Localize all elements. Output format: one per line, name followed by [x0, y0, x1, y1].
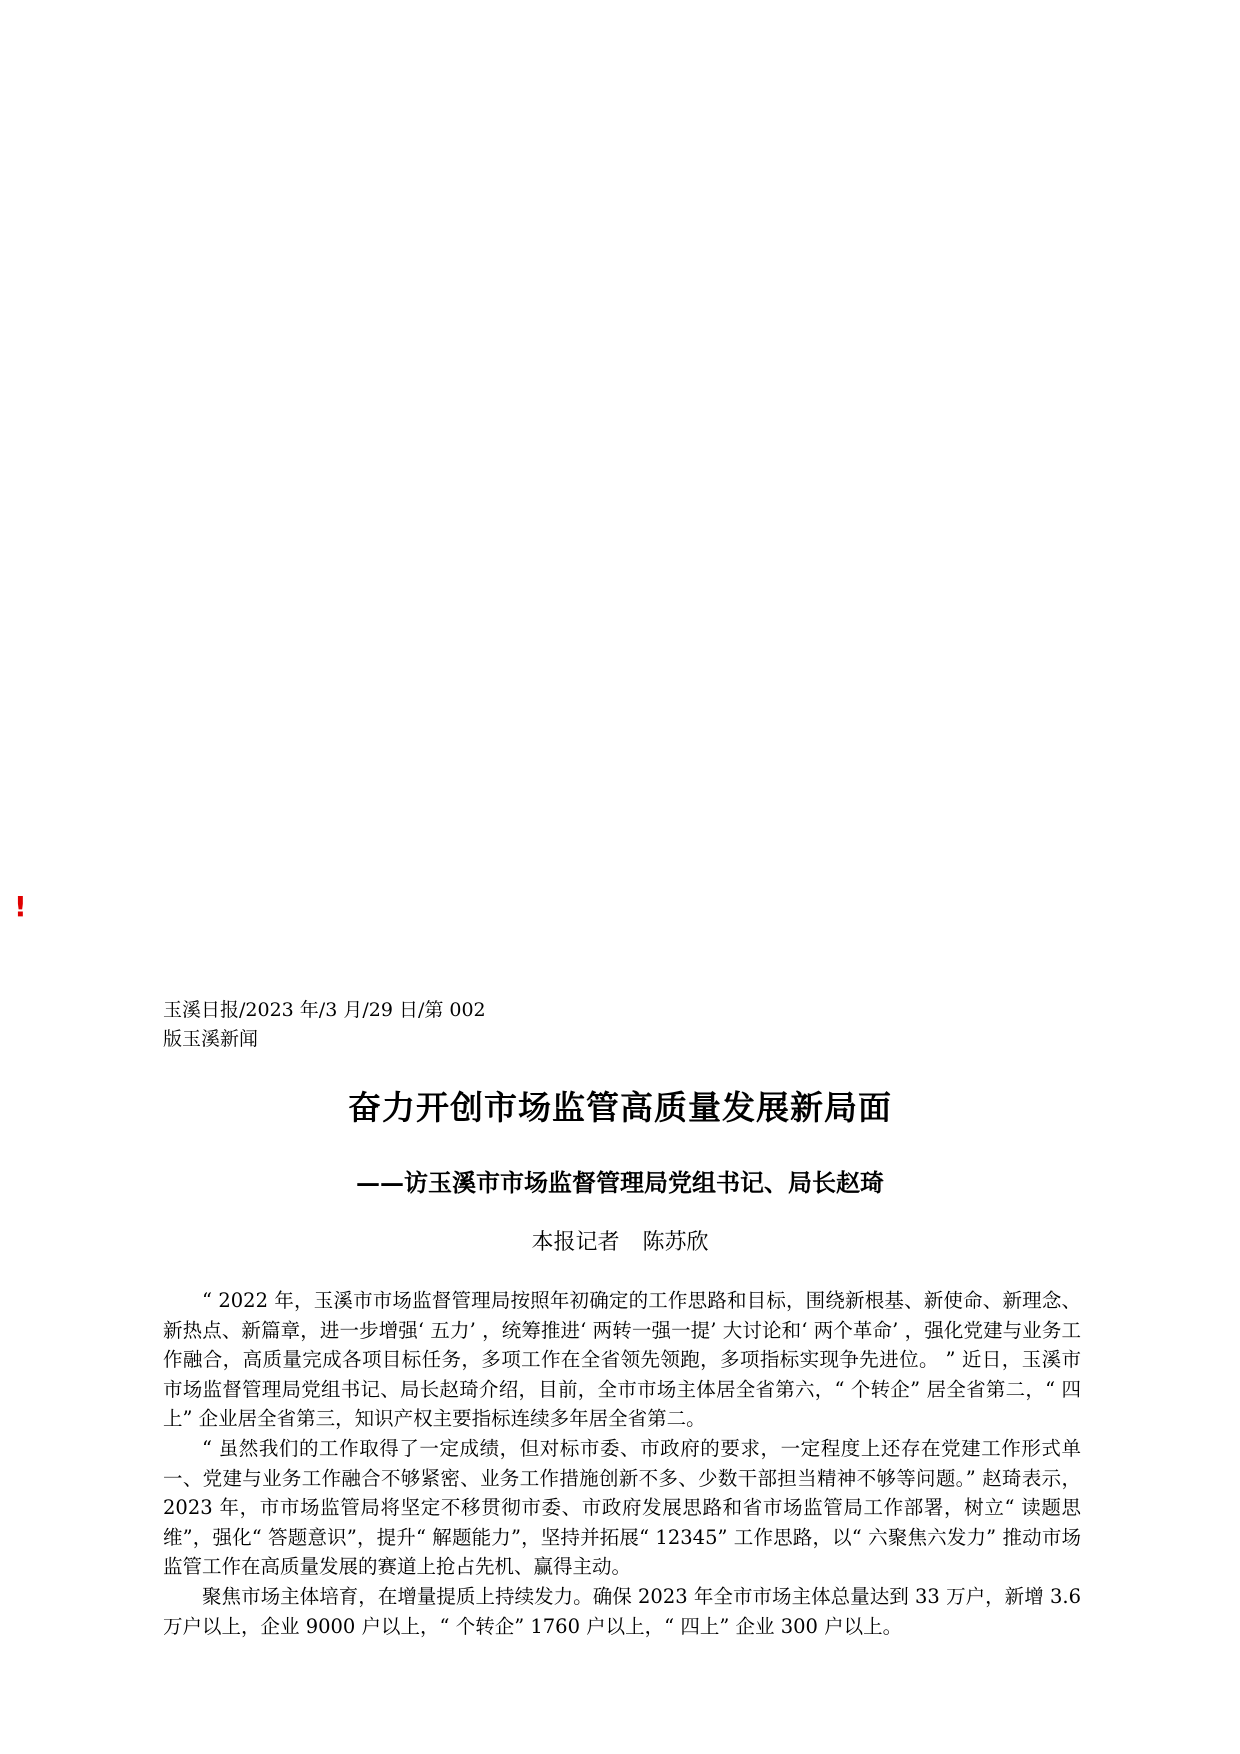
alert-marker: !	[14, 890, 27, 923]
paragraph: 聚焦市场主体培育，在增量提质上持续发力。确保 2023 年全市市场主体总量达到 33 万户，新增 3.6 万户以上，企业 9000 户以上，“ 个转企” 1760 户以上，“ 四上” 企业 300 户以上。	[163, 1584, 1081, 1638]
byline: 本报记者 陈苏欣	[531, 1230, 709, 1255]
source-line-section: 版玉溪新闻	[163, 1028, 259, 1050]
source-line-date: 玉溪日报/2023 年/3 月/29 日/第 002	[163, 999, 486, 1021]
article-title: 奋力开创市场监管高质量发展新局面	[348, 1088, 892, 1127]
paragraph: “ 2022 年，玉溪市市场监督管理局按照年初确定的工作思路和目标，围绕新根基、新使命、新理念、新热点、新篇章，进一步增强‘ 五力’ ，统筹推进‘ 两转一强一提’ 大讨论和‘ 两个革命’ ，强化党建与业务工作融合，高质量完成各项目标任务，多项工作在全省领先领跑，多项指标实现争先进位。 ” 近日，玉溪市市场监督管理局党组书记、局长赵琦介绍，目前，全市市场主体居全省第六，“ 个转企” 居全省第二，“ 四上” 企业居全省第三，知识产权主要指标连续多年居全省第二。	[163, 1289, 1081, 1431]
source-info	[163, 996, 523, 1054]
paragraph: “ 虽然我们的工作取得了一定成绩，但对标市委、市政府的要求，一定程度上还存在党建工作形式单一、党建与业务工作融合不够紧密、业务工作措施创新不多、少数干部担当精神不够等问题。” 赵琦表示，2023 年，市市场监管局将坚定不移贯彻市委、市政府发展思路和省市场监管局工作部署，树立“ 读题思维”，强化“ 答题意识”，提升“ 解题能力”，坚持并拓展“ 12345” 工作思路，以“ 六聚焦六发力” 推动市场监管工作在高质量发展的赛道上抢占先机、赢得主动。	[163, 1436, 1081, 1579]
article-subtitle: ——访玉溪市市场监督管理局党组书记、局长赵琦	[356, 1168, 884, 1197]
article-body	[163, 1286, 1081, 1641]
